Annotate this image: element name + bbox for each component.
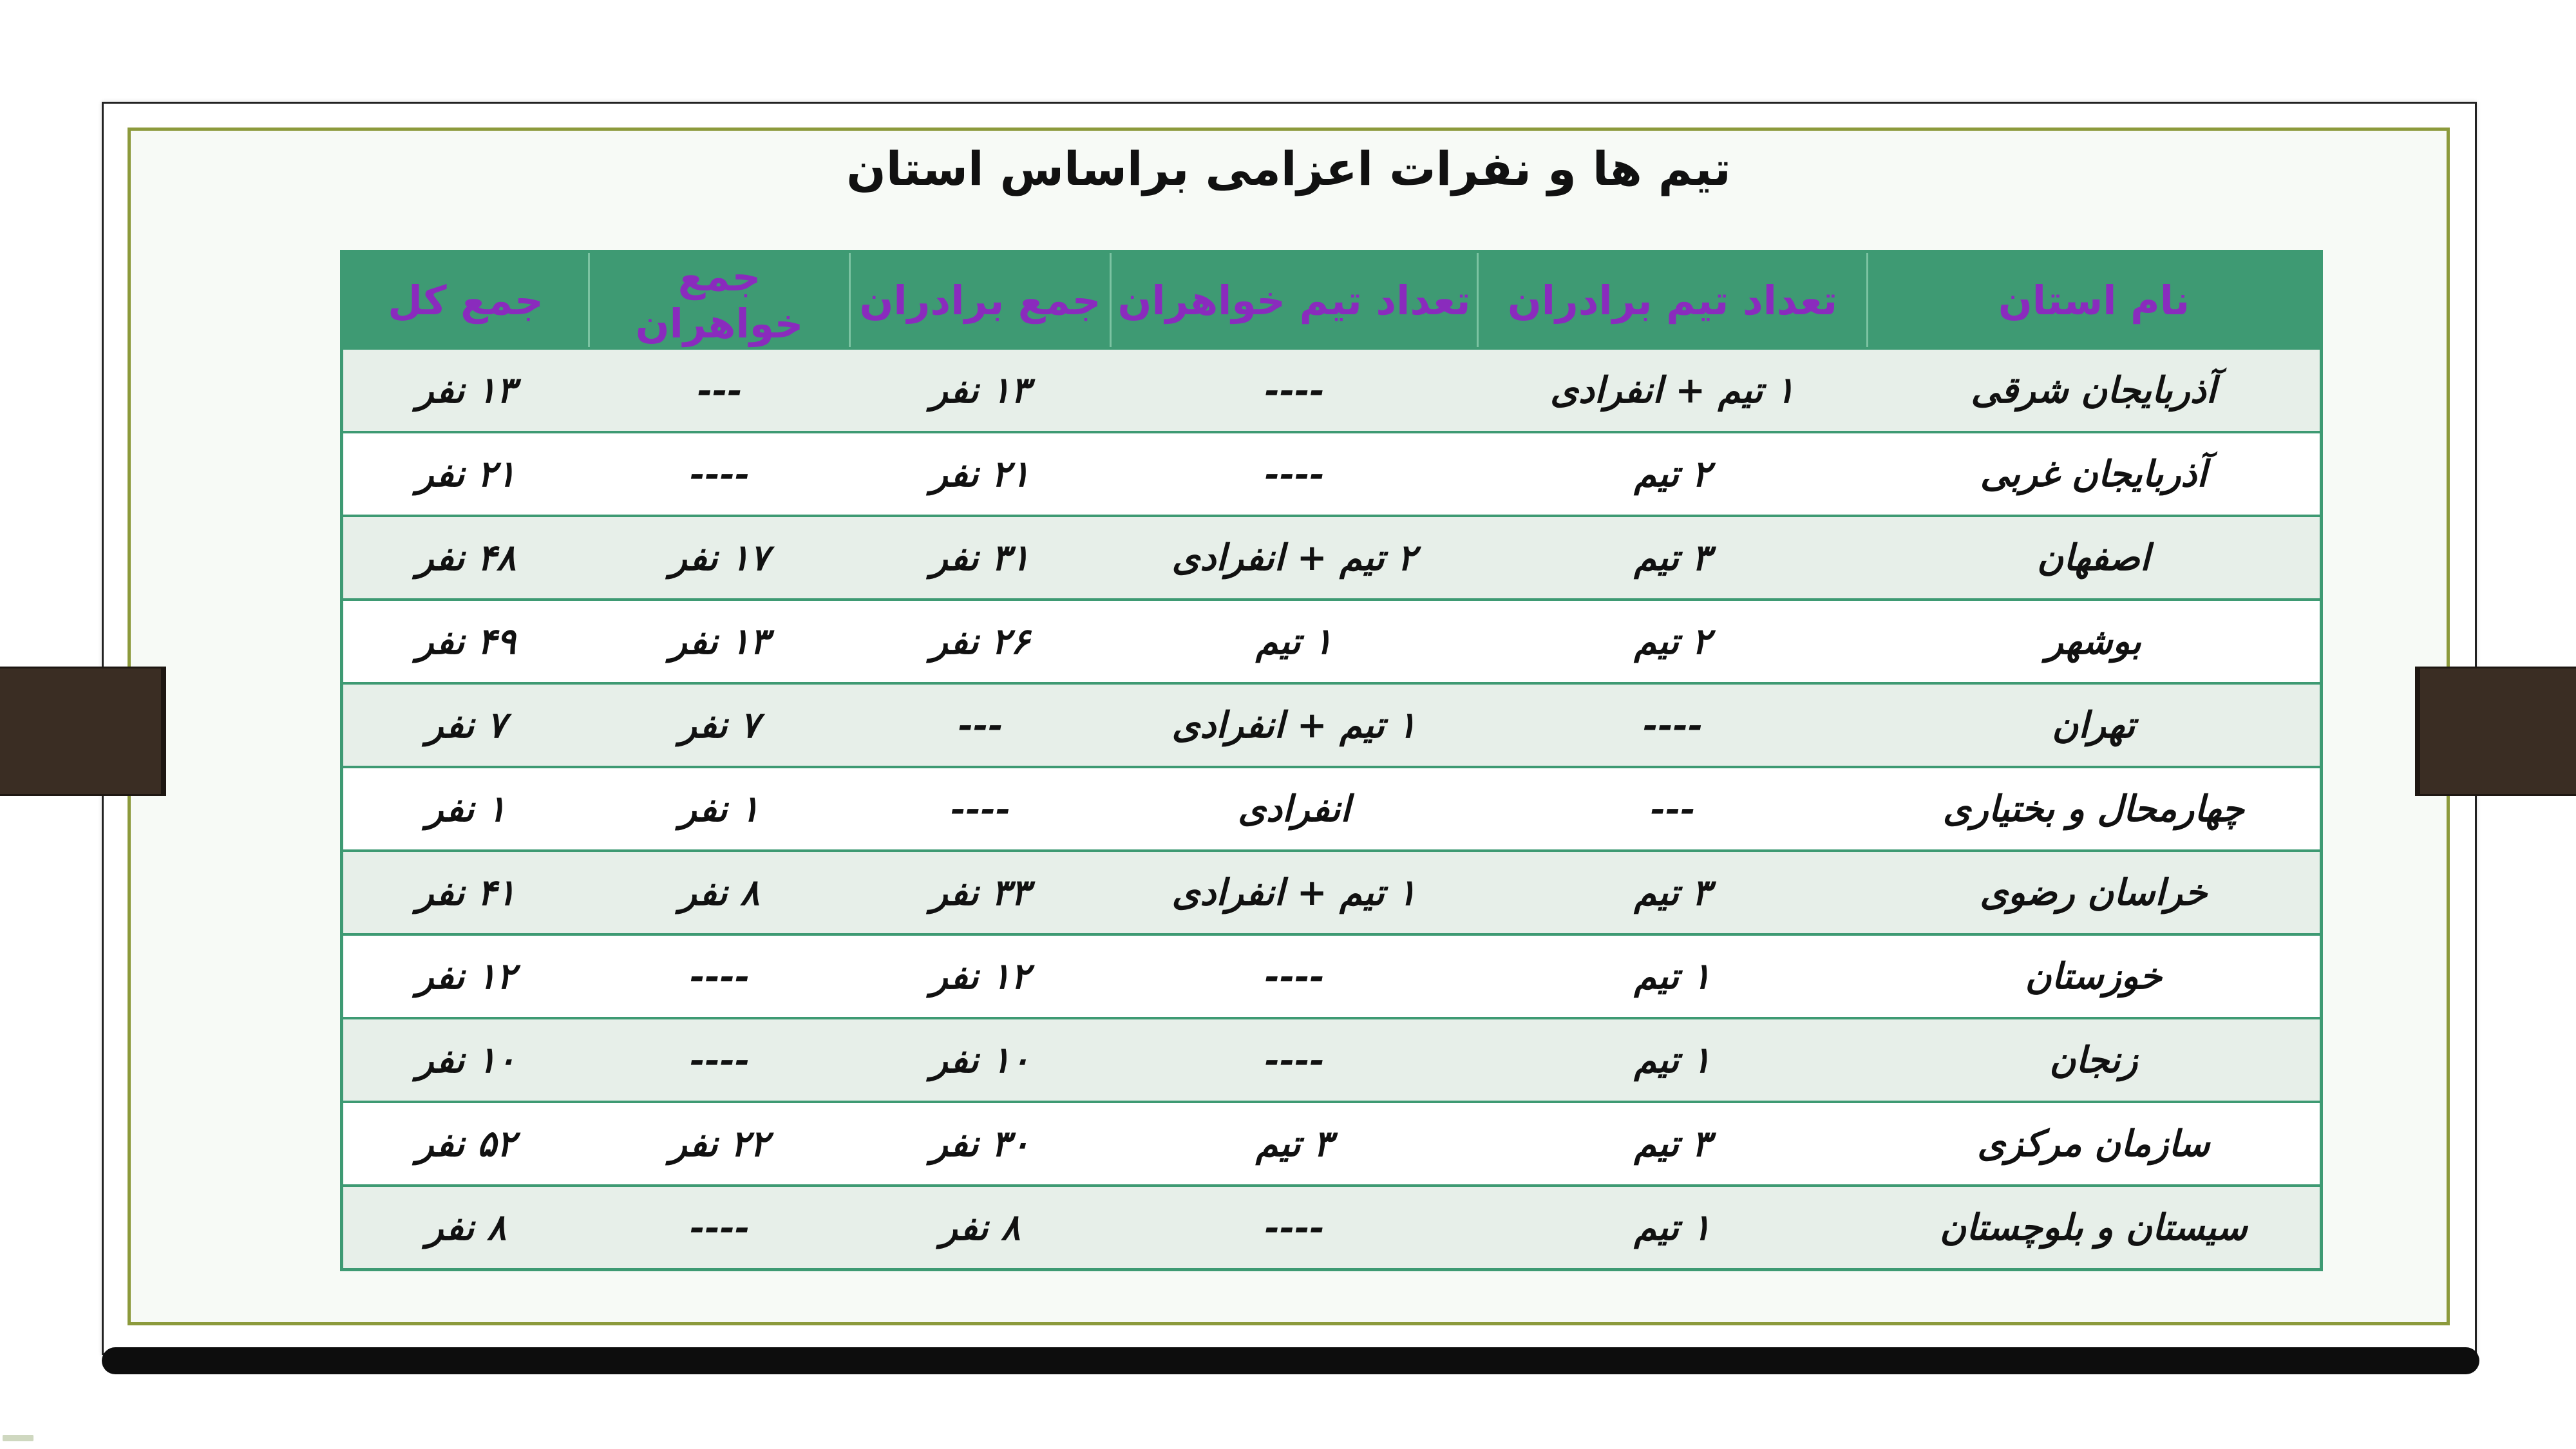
cell-brothers-teams: ۲ تیم: [1478, 432, 1868, 516]
teams-table: [340, 250, 2323, 1271]
header-grand-total: جمع کل: [342, 252, 589, 349]
cell-sisters-total: ۷ نفر: [589, 683, 850, 767]
cell-brothers-total: ۳۰ نفر: [850, 1102, 1111, 1186]
table-row: [342, 934, 2322, 1018]
cell-grand-total: ۵۲ نفر: [342, 1102, 589, 1186]
cell-grand-total: ۴۹ نفر: [342, 600, 589, 683]
cell-brothers-total: ۱۲ نفر: [850, 934, 1111, 1018]
cell-brothers-teams: ۳ تیم: [1478, 516, 1868, 600]
table-row: [342, 683, 2322, 767]
cell-brothers-teams: ۱ تیم: [1478, 1186, 1868, 1270]
cell-province: خراسان رضوی: [1868, 851, 2322, 934]
cell-province: بوشهر: [1868, 600, 2322, 683]
cell-province: خوزستان: [1868, 934, 2322, 1018]
cell-brothers-total: ۳۳ نفر: [850, 851, 1111, 934]
cell-province: اصفهان: [1868, 516, 2322, 600]
cell-grand-total: ۸ نفر: [342, 1186, 589, 1270]
table-row: [342, 1018, 2322, 1102]
cell-brothers-total: ۱۰ نفر: [850, 1018, 1111, 1102]
cell-sisters-teams: ----: [1111, 1018, 1478, 1102]
header-sisters-teams: تعداد تیم خواهران: [1111, 252, 1478, 349]
cell-sisters-total: ----: [589, 934, 850, 1018]
cell-sisters-teams: ۲ تیم + انفرادی: [1111, 516, 1478, 600]
cell-brothers-teams: ۳ تیم: [1478, 1102, 1868, 1186]
cell-sisters-teams: ----: [1111, 432, 1478, 516]
cell-brothers-teams: ۲ تیم: [1478, 600, 1868, 683]
table-row: [342, 851, 2322, 934]
cell-sisters-total: ----: [589, 1186, 850, 1270]
cell-grand-total: ۲۱ نفر: [342, 432, 589, 516]
page-title: تیم ها و نفرات اعزامی براساس استان: [846, 142, 1731, 196]
cell-brothers-total: ۲۶ نفر: [850, 600, 1111, 683]
cell-sisters-teams: انفرادی: [1111, 767, 1478, 851]
cell-sisters-total: ۱۷ نفر: [589, 516, 850, 600]
table-row: [342, 600, 2322, 683]
watermark-logo: [3, 1435, 33, 1441]
cell-sisters-total: ۱۳ نفر: [589, 600, 850, 683]
cell-brothers-total: ۳۱ نفر: [850, 516, 1111, 600]
cell-brothers-teams: ----: [1478, 683, 1868, 767]
cell-brothers-teams: ---: [1478, 767, 1868, 851]
table-header-row: [342, 252, 2322, 349]
cell-province: آذربایجان غربی: [1868, 432, 2322, 516]
cell-province: آذربایجان شرقی: [1868, 348, 2322, 432]
cell-grand-total: ۱۲ نفر: [342, 934, 589, 1018]
cell-sisters-teams: ----: [1111, 348, 1478, 432]
table-row: [342, 1102, 2322, 1186]
cell-grand-total: ۴۸ نفر: [342, 516, 589, 600]
cell-brothers-total: ---: [850, 683, 1111, 767]
cell-province: سازمان مرکزی: [1868, 1102, 2322, 1186]
cell-brothers-total: ۱۳ نفر: [850, 348, 1111, 432]
cell-sisters-teams: ----: [1111, 1186, 1478, 1270]
cell-sisters-total: ---: [589, 348, 850, 432]
table-row: [342, 767, 2322, 851]
cell-sisters-teams: ۱ تیم + انفرادی: [1111, 683, 1478, 767]
cell-grand-total: ۴۱ نفر: [342, 851, 589, 934]
cell-brothers-total: ۲۱ نفر: [850, 432, 1111, 516]
cell-brothers-teams: ۱ تیم: [1478, 934, 1868, 1018]
cell-sisters-total: ۲۲ نفر: [589, 1102, 850, 1186]
cell-sisters-teams: ۱ تیم + انفرادی: [1111, 851, 1478, 934]
table-row: [342, 348, 2322, 432]
cell-sisters-teams: ۱ تیم: [1111, 600, 1478, 683]
cell-grand-total: ۱۳ نفر: [342, 348, 589, 432]
cell-brothers-teams: ۱ تیم: [1478, 1018, 1868, 1102]
header-brothers-total: جمع برادران: [850, 252, 1111, 349]
header-province: نام استان: [1868, 252, 2322, 349]
cell-province: زنجان: [1868, 1018, 2322, 1102]
right-side-tab: [2415, 667, 2576, 796]
cell-sisters-total: ----: [589, 1018, 850, 1102]
table-row: [342, 432, 2322, 516]
cell-sisters-total: ----: [589, 432, 850, 516]
cell-sisters-teams: ----: [1111, 934, 1478, 1018]
cell-brothers-total: ----: [850, 767, 1111, 851]
cell-brothers-total: ۸ نفر: [850, 1186, 1111, 1270]
table-row: [342, 516, 2322, 600]
cell-sisters-total: ۸ نفر: [589, 851, 850, 934]
cell-brothers-teams: ۳ تیم: [1478, 851, 1868, 934]
left-side-tab: [0, 667, 166, 796]
cell-grand-total: ۱ نفر: [342, 767, 589, 851]
cell-grand-total: ۷ نفر: [342, 683, 589, 767]
cell-brothers-teams: ۱ تیم + انفرادی: [1478, 348, 1868, 432]
header-brothers-teams: تعداد تیم برادران: [1478, 252, 1868, 349]
header-sisters-total: جمع خواهران: [589, 252, 850, 349]
table-row: [342, 1186, 2322, 1270]
cell-grand-total: ۱۰ نفر: [342, 1018, 589, 1102]
bottom-decorative-bar: [102, 1347, 2479, 1374]
cell-province: تهران: [1868, 683, 2322, 767]
cell-province: چهارمحال و بختیاری: [1868, 767, 2322, 851]
cell-sisters-teams: ۳ تیم: [1111, 1102, 1478, 1186]
cell-province: سیستان و بلوچستان: [1868, 1186, 2322, 1270]
cell-sisters-total: ۱ نفر: [589, 767, 850, 851]
